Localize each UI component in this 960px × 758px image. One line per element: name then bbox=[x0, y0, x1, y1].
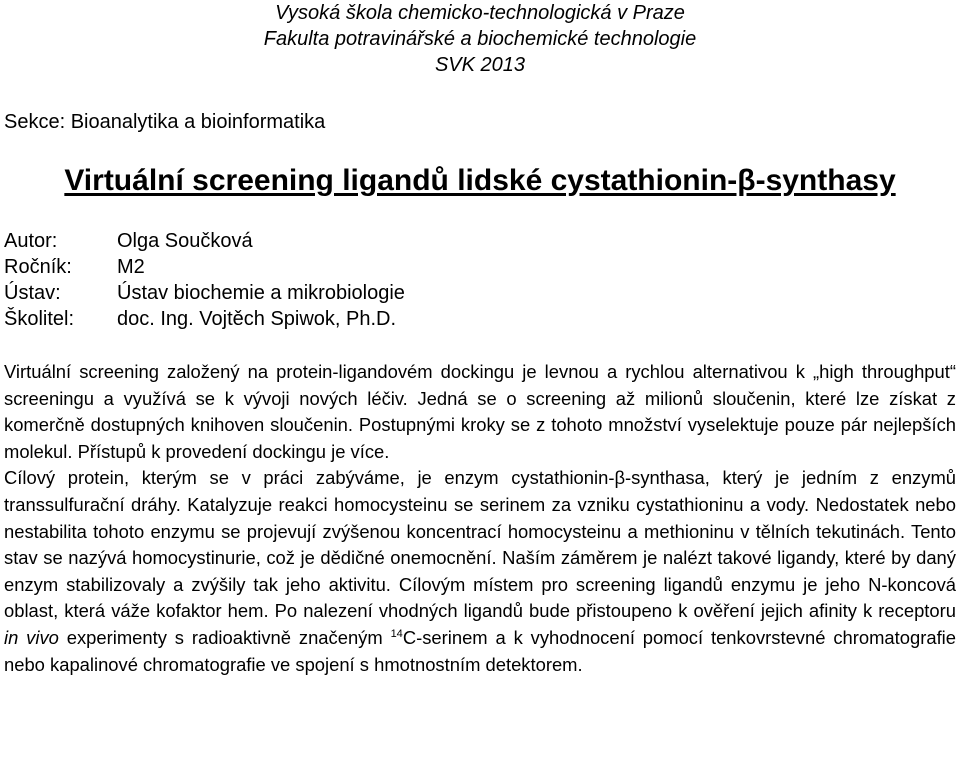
abstract-text-b: experimenty s radioaktivně značeným bbox=[58, 626, 391, 648]
conference-name: SVK 2013 bbox=[434, 54, 526, 76]
institute-value: Ústav biochemie a mikrobiologie bbox=[117, 282, 405, 304]
university-name: Vysoká škola chemicko-technologická v Praze bbox=[275, 2, 685, 24]
institute-label: Ústav: bbox=[4, 282, 61, 304]
document-header bbox=[0, 0, 960, 78]
abstract-text-c: C-serinem a k vyhodnocení pomocí tenkovrstevné chromatografie nebo kapalinové chromatografie ve spojení s hmotnostním detektorem. bbox=[4, 626, 956, 675]
section-name: Sekce: Bioanalytika a bioinformatika bbox=[4, 111, 326, 133]
year-row bbox=[4, 254, 405, 280]
institute-row bbox=[4, 280, 405, 306]
year-label: Ročník: bbox=[4, 256, 72, 278]
author-value: Olga Součková bbox=[117, 230, 253, 252]
author-row bbox=[4, 228, 405, 254]
year-value: M2 bbox=[117, 256, 145, 278]
author-info bbox=[4, 228, 405, 332]
abstract-text-a: Cílový protein, kterým se v práci zabýváme, je enzym cystathionin-β-synthasa, který je jedním z enzymů transsulfurační dráhy. Katalyzuje reakci homocysteinu se serinem za vzniku cystathioninu a vody. Nedostatek nebo nestabilita tohoto enzymu se projevují zvýšenou koncentrací homocysteinu a methioninu v tělních tekutinách. Tento stav se nazývá homocystinurie, což je dědičné onemocnění. Naším záměrem je nalézt takové ligandy, které by daný enzym stabilizovaly a zvýšily tak jeho aktivitu. Cílovým místem pro screening ligandů enzymu je jeho N-koncová oblast, která váže kofaktor hem. Po nalezení vhodných ligandů bude přistoupeno k ověření jejich afinity k receptoru bbox=[4, 467, 956, 622]
abstract-italic-term: in vivo bbox=[4, 626, 59, 648]
supervisor-value: doc. Ing. Vojtěch Spiwok, Ph.D. bbox=[117, 308, 397, 330]
abstract-paragraph-2 bbox=[4, 465, 956, 678]
isotope-superscript: 14 bbox=[390, 627, 403, 640]
supervisor-row bbox=[4, 306, 405, 332]
abstract bbox=[4, 359, 956, 678]
abstract-paragraph-1: Virtuální screening založený na protein-ligandovém dockingu je levnou a rychlou alternativou k „high throughput“ screeningu a využívá se k vývoji nových léčiv. Jedná se o screening až milionů sloučenin, které lze získat z komerčně dostupných knihoven sloučenin. Postupnými kroky se z tohoto množství vyselektuje pouze pár nejlepších molekul. Přístupů k provedení dockingu je více. bbox=[4, 361, 956, 462]
faculty-name: Fakulta potravinářské a biochemické technologie bbox=[263, 28, 697, 50]
author-label: Autor: bbox=[4, 230, 58, 252]
supervisor-label: Školitel: bbox=[4, 308, 75, 330]
paper-title: Virtuální screening ligandů lidské cystathionin-β-synthasy bbox=[64, 164, 896, 197]
